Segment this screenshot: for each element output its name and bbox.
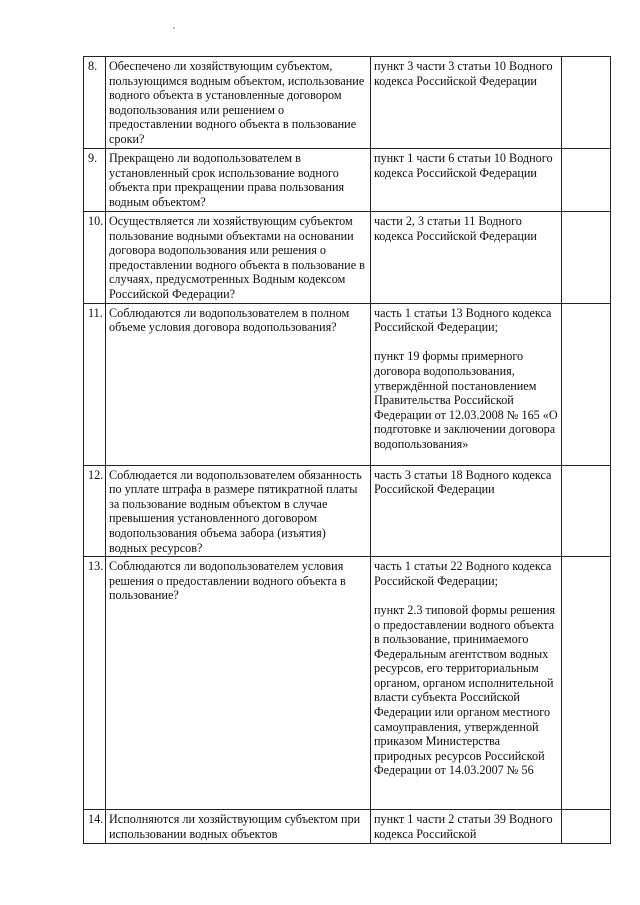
- table-row: [84, 303, 611, 465]
- answer-cell: [562, 557, 611, 810]
- legal-reference: часть 3 статьи 18 Водного кодекса Российской Федерации: [374, 467, 552, 497]
- table-row: [84, 57, 611, 149]
- answer-cell: [562, 149, 611, 212]
- scan-speck: [173, 27, 175, 29]
- row-number: 14.: [84, 810, 106, 844]
- row-number: 12.: [84, 465, 106, 557]
- answer-cell: [562, 303, 611, 465]
- legal-reference-cell: [371, 57, 562, 149]
- row-number: 11.: [84, 303, 106, 465]
- row-number: 10.: [84, 212, 106, 304]
- legal-reference-cell: [371, 465, 562, 557]
- legal-reference: пункт 3 части 3 статьи 10 Водного кодекса Российской Федерации: [374, 59, 553, 88]
- reference-spacer: [374, 588, 558, 603]
- legal-reference: пункт 19 формы примерного договора водопользования, утверждённой постановлением Правительства Российской Федерации от 12.03.2008 № 165 «О подготовке и заключении договора водопользования»: [374, 349, 558, 451]
- answer-cell: [562, 57, 611, 149]
- question-cell: Соблюдается ли водопользователем обязанность по уплате штрафа в размере пятикратной платы за пользование водным объектом в случае превышения установленного договором водопользования объема забора (изъятия) водных ресурсов?: [106, 465, 371, 557]
- table-row: [84, 810, 611, 844]
- table-row: [84, 557, 611, 810]
- question-cell: Исполняются ли хозяйствующим субъектом при использовании водных объектов: [106, 810, 371, 844]
- answer-cell: [562, 212, 611, 304]
- row-number: 13.: [84, 557, 106, 810]
- table-row: [84, 465, 611, 557]
- question-cell: Соблюдаются ли водопользователем в полном объеме условия договора водопользования?: [106, 303, 371, 465]
- legal-reference-cell: [371, 149, 562, 212]
- reference-spacer: [374, 335, 558, 350]
- table-row: [84, 212, 611, 304]
- answer-cell: [562, 810, 611, 844]
- legal-reference-cell: [371, 212, 562, 304]
- question-cell: Осуществляется ли хозяйствующим субъектом пользование водными объектами на основании договора водопользования или решения о предоставлении водного объекта в пользование в случаях, предусмотренных Водным кодексом Российской Федерации?: [106, 212, 371, 304]
- legal-reference: часть 1 статьи 13 Водного кодекса Российской Федерации;: [374, 305, 552, 335]
- legal-reference-cell: [371, 810, 562, 844]
- row-number: 8.: [84, 57, 106, 149]
- legal-reference: часть 1 статьи 22 Водного кодекса Российской Федерации;: [374, 559, 552, 588]
- legal-reference: части 2, 3 статьи 11 Водного кодекса Российской Федерации: [374, 214, 537, 243]
- legal-reference: пункт 1 части 6 статьи 10 Водного кодекса Российской Федерации: [374, 151, 553, 180]
- table-row: [84, 149, 611, 212]
- row-number: 9.: [84, 149, 106, 212]
- legal-reference-cell: [371, 303, 562, 465]
- question-cell: Прекращено ли водопользователем в установленный срок использование водного объекта при прекращении права пользования водным объектом?: [106, 149, 371, 212]
- legal-reference: пункт 2.3 типовой формы решения о предоставлении водного объекта в пользование, принимаемого Федеральным агентством водных ресурсов, его территориальным органом, органом исполнительной власти субъекта Российской Федерации или органом местного самоуправления, утвержденной приказом Министерства природных ресурсов Российской Федерации от 14.03.2007 № 56: [374, 602, 556, 778]
- legal-reference: пункт 1 части 2 статьи 39 Водного кодекса Российской: [374, 812, 553, 841]
- legal-reference-cell: [371, 557, 562, 810]
- answer-cell: [562, 465, 611, 557]
- question-cell: Соблюдаются ли водопользователем условия решения о предоставлении водного объекта в пользование?: [106, 557, 371, 810]
- checklist-table: [83, 56, 611, 844]
- question-cell: Обеспечено ли хозяйствующим субъектом, пользующимся водным объектом, использование водного объекта в установленные договором водопользования или решением о предоставлении водного объекта в пользование сроки?: [106, 57, 371, 149]
